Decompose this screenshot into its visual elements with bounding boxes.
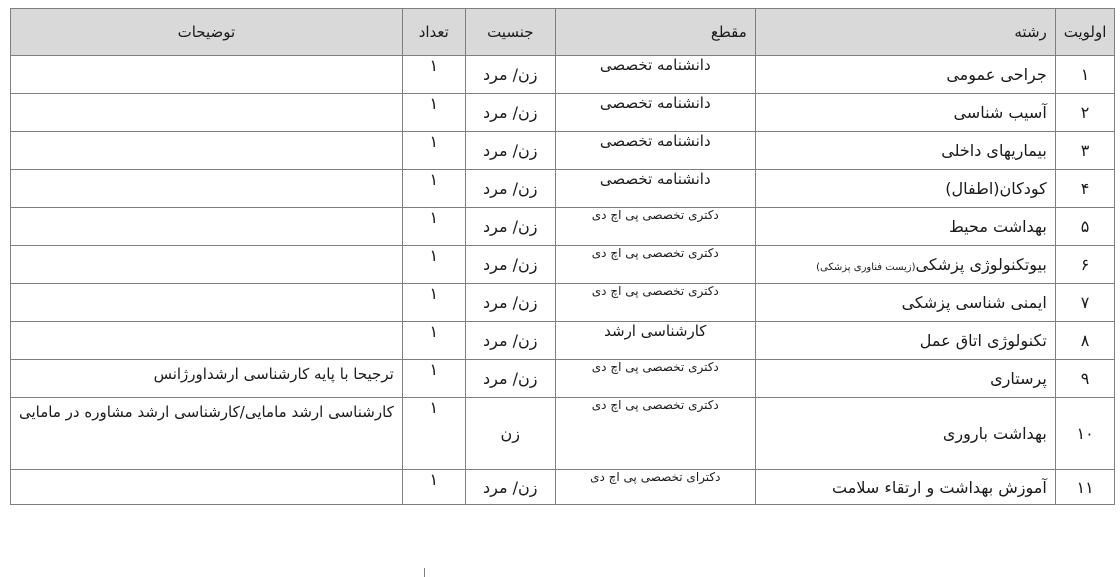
count-cell: ۱	[402, 360, 465, 398]
positions-table	[10, 8, 1115, 505]
rank-cell: ۲	[1055, 94, 1115, 132]
gender-cell: زن	[465, 398, 555, 470]
field-name: ایمنی شناسی پزشکی	[901, 293, 1047, 312]
field-cell	[755, 470, 1055, 505]
count-cell: ۱	[402, 398, 465, 470]
description-cell	[11, 56, 403, 94]
table-row	[11, 170, 1115, 208]
field-cell	[755, 132, 1055, 170]
field-cell	[755, 94, 1055, 132]
level-cell: دکتری تخصصی پی اچ دی	[555, 360, 755, 398]
gender-cell: زن/ مرد	[465, 470, 555, 505]
field-cell	[755, 208, 1055, 246]
table-row	[11, 94, 1115, 132]
rank-cell: ۱۰	[1055, 398, 1115, 470]
field-name: بهداشت باروری	[942, 424, 1047, 443]
gender-cell: زن/ مرد	[465, 360, 555, 398]
header-desc: توضیحات	[11, 9, 403, 56]
gender-cell: زن/ مرد	[465, 132, 555, 170]
rank-cell: ۳	[1055, 132, 1115, 170]
level-cell: دانشنامه تخصصی	[555, 132, 755, 170]
table-row	[11, 208, 1115, 246]
field-note: (زیست فناوری پزشکی)	[816, 262, 916, 273]
header-row	[11, 9, 1115, 56]
field-cell	[755, 56, 1055, 94]
gender-cell: زن/ مرد	[465, 246, 555, 284]
gender-cell: زن/ مرد	[465, 56, 555, 94]
field-name: کودکان(اطفال)	[945, 179, 1047, 198]
description-cell	[11, 208, 403, 246]
rank-cell: ۴	[1055, 170, 1115, 208]
count-cell: ۱	[402, 246, 465, 284]
header-gender: جنسیت	[465, 9, 555, 56]
rank-cell: ۱	[1055, 56, 1115, 94]
field-cell	[755, 170, 1055, 208]
rank-cell: ۷	[1055, 284, 1115, 322]
table-row	[11, 284, 1115, 322]
field-cell	[755, 322, 1055, 360]
rank-cell: ۱۱	[1055, 470, 1115, 505]
description-cell	[11, 170, 403, 208]
rank-cell: ۵	[1055, 208, 1115, 246]
description-cell	[11, 132, 403, 170]
rank-cell: ۹	[1055, 360, 1115, 398]
level-cell: دکتری تخصصی پی اچ دی	[555, 284, 755, 322]
field-cell	[755, 246, 1055, 284]
level-cell: دکتری تخصصی پی اچ دی	[555, 208, 755, 246]
description-cell	[11, 94, 403, 132]
field-cell	[755, 284, 1055, 322]
level-cell: دکتری تخصصی پی اچ دی	[555, 398, 755, 470]
count-cell: ۱	[402, 322, 465, 360]
field-name: آموزش بهداشت و ارتقاء سلامت	[832, 477, 1047, 497]
level-cell: دکتری تخصصی پی اچ دی	[555, 246, 755, 284]
table-border-stub	[424, 568, 425, 577]
gender-cell: زن/ مرد	[465, 170, 555, 208]
table-row	[11, 56, 1115, 94]
table-row	[11, 398, 1115, 470]
field-name: پرستاری	[990, 369, 1047, 388]
table-row	[11, 246, 1115, 284]
field-name: جراحی عمومی	[946, 65, 1047, 84]
gender-cell: زن/ مرد	[465, 284, 555, 322]
rank-cell: ۸	[1055, 322, 1115, 360]
description-cell	[11, 284, 403, 322]
header-field: رشته	[755, 9, 1055, 56]
table-row	[11, 470, 1115, 505]
description-cell	[11, 470, 403, 505]
header-rank: اولویت	[1055, 9, 1115, 56]
count-cell: ۱	[402, 208, 465, 246]
field-name: تکنولوژی اتاق عمل	[919, 331, 1047, 350]
field-name: بیماریهای داخلی	[941, 141, 1047, 160]
gender-cell: زن/ مرد	[465, 94, 555, 132]
table-row	[11, 322, 1115, 360]
field-name: بهداشت محیط	[948, 217, 1047, 236]
level-cell: دکترای تخصصی پی اچ دی	[555, 470, 755, 505]
rank-cell: ۶	[1055, 246, 1115, 284]
table-row	[11, 360, 1115, 398]
field-name: آسیب شناسی	[953, 103, 1047, 122]
field-cell	[755, 398, 1055, 470]
field-cell	[755, 360, 1055, 398]
count-cell: ۱	[402, 284, 465, 322]
count-cell: ۱	[402, 132, 465, 170]
description-cell	[11, 322, 403, 360]
level-cell: دانشنامه تخصصی	[555, 56, 755, 94]
header-level: مقطع	[555, 9, 755, 56]
level-cell: دانشنامه تخصصی	[555, 94, 755, 132]
count-cell: ۱	[402, 170, 465, 208]
description-cell	[11, 246, 403, 284]
table-body	[11, 56, 1115, 505]
header-count: تعداد	[402, 9, 465, 56]
gender-cell: زن/ مرد	[465, 322, 555, 360]
count-cell: ۱	[402, 94, 465, 132]
description-cell: ترجیحا با پایه کارشناسی ارشداورژانس	[11, 360, 403, 398]
level-cell: دانشنامه تخصصی	[555, 170, 755, 208]
table-row	[11, 132, 1115, 170]
level-cell: کارشناسی ارشد	[555, 322, 755, 360]
gender-cell: زن/ مرد	[465, 208, 555, 246]
count-cell: ۱	[402, 56, 465, 94]
description-cell: کارشناسی ارشد مامایی/کارشناسی ارشد مشاوره در مامایی	[11, 398, 403, 470]
field-name: بیوتکنولوژی پزشکی	[915, 255, 1047, 274]
count-cell: ۱	[402, 470, 465, 505]
